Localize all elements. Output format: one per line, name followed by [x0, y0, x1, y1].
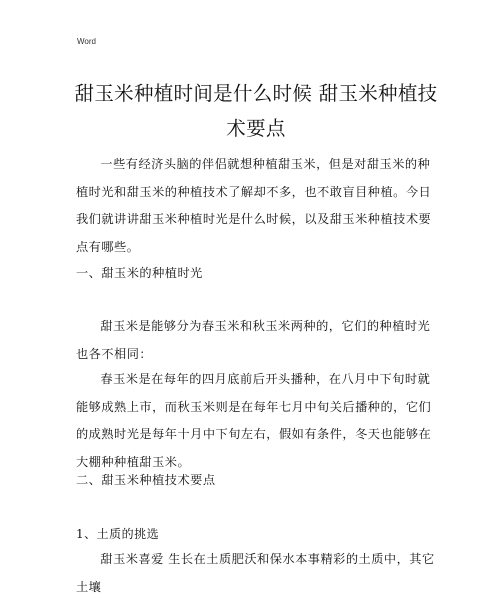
planting-time-paragraph: 甜玉米是能够分为春玉米和秋玉米两种的，它们的种植时光也各不相同：: [76, 319, 431, 361]
document-title: 甜玉米种植时间是什么时候 甜玉米种植技术要点: [74, 82, 438, 140]
app-label: Word: [77, 37, 96, 46]
section-heading-planting-time: 一、甜玉米的种植时光: [76, 266, 203, 280]
planting-season-paragraph: 春玉米是在每年的四月底前后开头播种，在八月中下旬时就能够成熟上市，而秋玉米则是在每年七月中旬关后播种的，它们的成熟时光是每年十月中下旬左右，假如有条件，冬天也能够在大棚种种植甜玉米。: [76, 372, 432, 469]
intro-paragraph: 一些有经济头脑的伴侣就想种植甜玉米，但是对甜玉米的种植时光和甜玉米的种植技术了解却不多，也不敢盲目种植。今日我们就讲讲甜玉米种植时光是什么时候，以及甜玉米种植技术要点有哪些。: [76, 157, 432, 254]
subheading-soil-selection: 1、土质的挑选: [76, 527, 160, 541]
soil-paragraph: 甜玉米喜爱 生长在土质肥沃和保水本事精彩的土质中，其它土壤: [76, 552, 435, 594]
section-heading-techniques: 二、甜玉米种植技术要点: [76, 473, 216, 487]
